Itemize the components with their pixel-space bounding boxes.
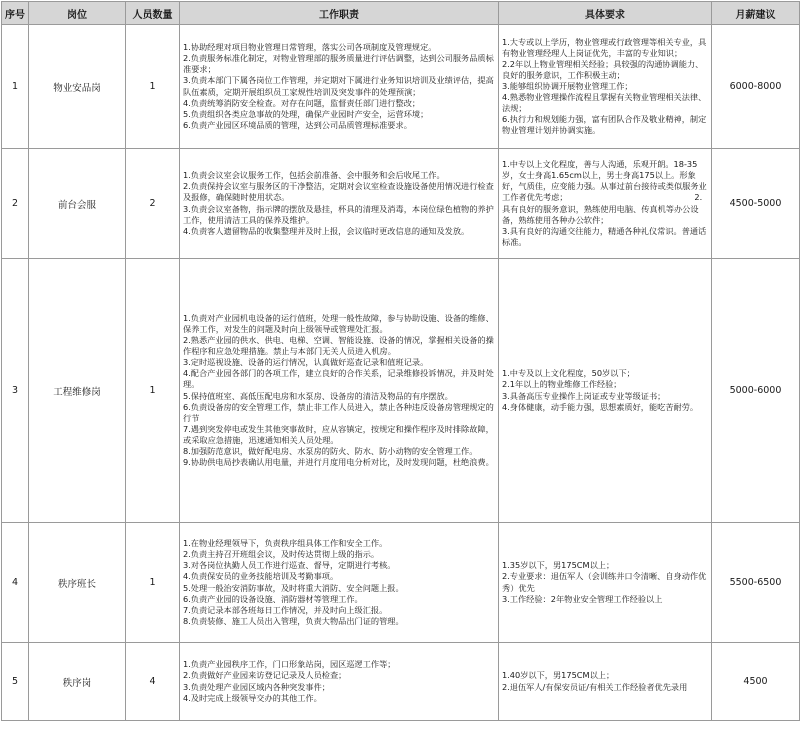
table-row <box>2 149 800 259</box>
seq-cell: 4 <box>2 523 29 643</box>
header-seq: 序号 <box>2 2 29 25</box>
seq-cell: 3 <box>2 259 29 523</box>
duty-line: 4.配合产业园各部门的各项工作，建立良好的合作关系，记录维修投诉情况，并及时处理。 <box>183 368 494 390</box>
duty-line: 3.负责会议室备物，指示牌的摆放及悬挂，杯具的清理及消毒，本岗位绿色植物的养护工作，使用清洁工具的保养及维护。 <box>183 203 494 225</box>
count-cell: 2 <box>126 149 180 259</box>
seq-cell: 1 <box>2 25 29 149</box>
duty-line: 2.负责服务标准化制定，对物业管理部的服务质量进行评估调整，达到公司服务品质标准要求； <box>183 53 494 75</box>
duty-line: 2.熟悉产业园的供水、供电、电梯、空调、智能设施、设备的情况，掌握相关设备的操作程序和应急处理措施。禁止与本部门无关人员进入机房。 <box>183 335 494 357</box>
requirements-cell <box>499 25 712 149</box>
duty-line: 5.负责组织各类应急事故的处理，确保产业园时产安全，运营环境； <box>183 108 429 119</box>
requirement-line: 3.工作经验：2年物业安全管理工作经验以上 <box>502 593 663 604</box>
duty-line: 3.负责处理产业园区域内各种突发事件； <box>183 681 330 692</box>
salary-cell: 5500-6500 <box>712 523 800 643</box>
requirements-cell <box>499 523 712 643</box>
seq-cell: 2 <box>2 149 29 259</box>
duty-line: 1.负责对产业园机电设备的运行值班，处理一般性故障，参与协助设施、设备的维修、保养工作，对发生的问题及时向上级领导或管理处汇报。 <box>183 313 494 335</box>
duties-cell <box>180 259 499 523</box>
duty-line: 2.负责主持召开班组会议，及时传达贯彻上级的指示。 <box>183 549 380 560</box>
requirement-line: 4.身体健康，动手能力强，思想素质好，能吃苦耐劳。 <box>502 401 699 412</box>
duty-line: 7.负责记录本部各班每日工作情况，并及时向上级汇报。 <box>183 604 388 615</box>
header-requirements: 具体要求 <box>499 2 712 25</box>
requirement-line: 1.40岁以下，男175CM以上； <box>502 670 615 681</box>
duty-line: 2.负责保持会议室与服务区的干净整洁，定期对会议室检查设施设备使用情况进行检查及报修，确保随时使用状态。 <box>183 181 494 203</box>
count-cell: 1 <box>126 25 180 149</box>
duty-line: 6.负责产业园区环境品质的管理，达到公司品质管理标准要求。 <box>183 119 412 130</box>
header-salary: 月薪建议 <box>712 2 800 25</box>
header-position: 岗位 <box>29 2 126 25</box>
requirement-line: 3.能够组织协调开展物业管理工作； <box>502 80 633 91</box>
duty-line: 3.对各岗位执勤人员工作进行巡查、督导，定期进行考核。 <box>183 560 396 571</box>
seq-cell: 5 <box>2 643 29 721</box>
requirement-line: 2.退伍军人/有保安员证/有相关工作经验者优先录用 <box>502 681 688 692</box>
position-cell: 秩序班长 <box>29 523 126 643</box>
count-cell: 1 <box>126 523 180 643</box>
duty-line: 5.保持值班室、高低压配电房和水泵房、设备房的清洁及物品的有序摆放。 <box>183 390 453 401</box>
duty-line: 4.负责客人遗留物品的收集整理并及时上报，会议临时更改信息的通知及发放。 <box>183 225 470 236</box>
table-row <box>2 523 800 643</box>
duty-line: 8.负责装修、施工人员出入管理，负责大物品出门证的管理。 <box>183 615 404 626</box>
requirement-line: 3.具备高压专业操作上岗证或专业等级证书； <box>502 390 666 401</box>
position-cell: 秩序岗 <box>29 643 126 721</box>
requirement-line: 1.大专或以上学历，物业管理或行政管理等相关专业，具有物业管理经理人上岗证优先，丰富的专业知识； <box>502 36 707 58</box>
requirement-line: 4.熟悉物业管理操作流程且掌握有关物业管理相关法律、法规； <box>502 92 707 114</box>
job-table <box>1 1 800 721</box>
salary-cell: 5000-6000 <box>712 259 800 523</box>
requirement-line: 2.2年以上物业管理相关经验；具较强的沟通协调能力、良好的服务意识，工作积极主动； <box>502 58 704 80</box>
header-row <box>2 2 800 25</box>
duties-cell <box>180 643 499 721</box>
duty-line: 3.负责本部门下属各岗位工作管理，并定期对下属进行业务知识培训及业绩评估，提高队伍素质，定期开展组织员工家规性培训及突发事件的处理预演； <box>183 75 494 97</box>
duty-line: 4.及时完成上级领导交办的其他工作。 <box>183 692 322 703</box>
duties-cell <box>180 149 499 259</box>
requirements-cell <box>499 259 712 523</box>
duty-line: 8.加强防范意识，做好配电房、水泵房的防火、防水、防小动物的安全管理工作。 <box>183 445 478 456</box>
duty-line: 6.负责设备房的安全管理工作，禁止非工作人员进入，禁止各种违反设备房管理规定的行节 <box>183 401 494 423</box>
header-count: 人员数量 <box>126 2 180 25</box>
table-row <box>2 643 800 721</box>
position-cell: 前台会服 <box>29 149 126 259</box>
position-cell: 工程维修岗 <box>29 259 126 523</box>
duty-line: 4.负责保安员的业务技能培训及考勤事项。 <box>183 571 339 582</box>
header-duties: 工作职责 <box>180 2 499 25</box>
salary-cell: 4500 <box>712 643 800 721</box>
duties-cell <box>180 523 499 643</box>
position-cell: 物业安品岗 <box>29 25 126 149</box>
count-cell: 4 <box>126 643 180 721</box>
duty-line: 1.协助经理对项目物业管理日常管理，落实公司各项制度及管理规定。 <box>183 42 437 53</box>
duty-line: 5.处理一般治安消防事故，及时将重大消防、安全问题上报。 <box>183 582 404 593</box>
table-row <box>2 259 800 523</box>
duty-line: 2.负责做好产业园来访登记记录及人员检查； <box>183 670 347 681</box>
duty-line: 1.在物业经理领导下，负责秩序组具体工作和安全工作。 <box>183 538 388 549</box>
duty-line: 6.负责产业园的设备设施、消防器材等管理工作。 <box>183 593 363 604</box>
duties-cell <box>180 25 499 149</box>
salary-cell: 6000-8000 <box>712 25 800 149</box>
table-row <box>2 25 800 149</box>
requirement-line: 1.35岁以下，男175CM以上； <box>502 560 615 571</box>
requirement-line: 2.1年以上的物业维修工作经验； <box>502 379 622 390</box>
requirement-line: 1.中专及以上文化程度，50岁以下； <box>502 368 635 379</box>
requirements-cell <box>499 643 712 721</box>
requirements-cell <box>499 149 712 259</box>
requirement-line: 1.中专以上文化程度，善与人沟通，乐观开朗。18-35岁，女士身高1.65cm以上，男士身高175以上。形象好，气质佳，应变能力强。从事过前台接待或类似服务业工作者优先考虑； 2.具有良好的服务意识，熟练使用电脑、传真机等办公设备，熟练使用各种办公软件； <box>502 159 707 225</box>
count-cell: 1 <box>126 259 180 523</box>
salary-cell: 4500-5000 <box>712 149 800 259</box>
requirement-line: 6.执行力和规划能力强，富有团队合作及敬业精神，制定物业管理计划并协调实施。 <box>502 114 707 136</box>
requirement-line: 3.具有良好的沟通交往能力，精通各种礼仪常识。普通话标准。 <box>502 225 707 247</box>
duty-line: 3.定时巡视设施、设备的运行情况，认真做好巡查记录和值班记录。 <box>183 357 429 368</box>
requirement-line: 2.专业要求：退伍军人（会训练井口令清晰、自身动作优秀）优先 <box>502 571 707 593</box>
duty-line: 7.遇到突发停电或发生其他突事故时，应从容镇定，按规定和操作程序及时排除故障，或采取应急措施，迅速通知相关人员处理。 <box>183 423 494 445</box>
duty-line: 1.负责产业园秩序工作，门口形象站岗，园区巡逻工作等； <box>183 659 396 670</box>
duty-line: 9.协助供电局抄表确认用电量，并进行月度用电分析对比，及时发现问题，杜绝浪费。 <box>183 456 494 467</box>
duty-line: 4.负责统筹消防安全检查。对存在问题，监督责任部门进行整改； <box>183 97 421 108</box>
duty-line: 1.负责会议室会议服务工作，包括会前准备、会中服务和会后收尾工作。 <box>183 170 445 181</box>
